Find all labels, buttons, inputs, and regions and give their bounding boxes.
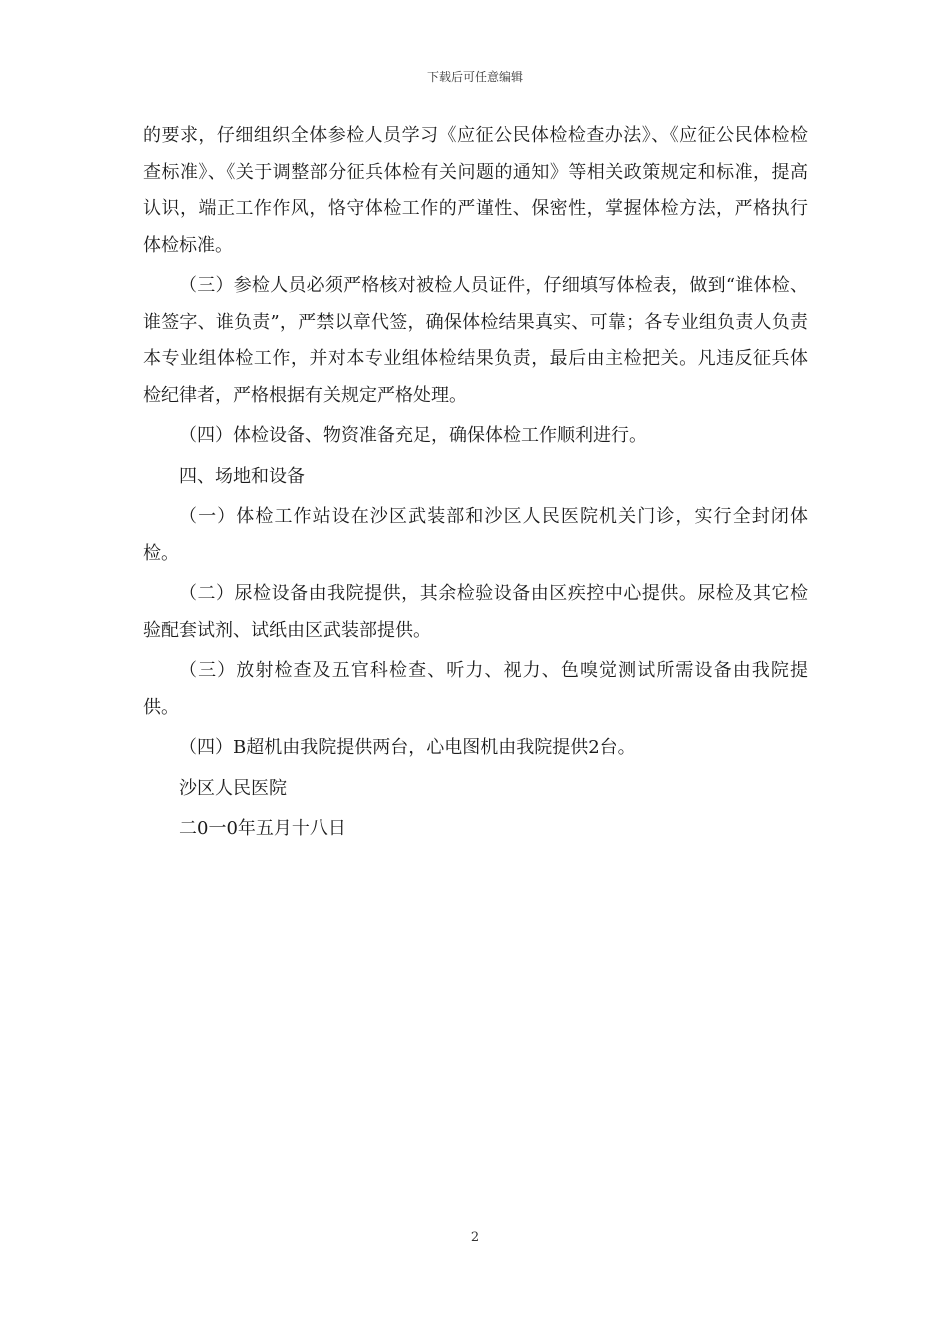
paragraph-item-4-equipment: （四）体检设备、物资准备充足，确保体检工作顺利进行。 [179,425,647,446]
signature-date: 二0一0年五月十八日 [179,818,346,839]
paragraph-venue-item-3: （三）放射检查及五官科检查、听力、视力、色嗅觉测试所需设备由我院提供。 [143,660,808,718]
paragraph-item-3-verification: （三）参检人员必须严格核对被检人员证件，仔细填写体检表，做到“谁体检、谁签字、谁负责”，严禁以章代签，确保体检结果真实、可靠；各专业组负责人负责本专业组体检工作，并对本专业组体检结果负责，最后由主检把关。凡违反征兵体检纪律者，严格根据有关规定严格处理。 [143,275,808,406]
page-number: 2 [470,1230,480,1245]
page-header: 下载后可任意编辑 [426,70,523,84]
document-body [143,118,808,852]
signature-organization: 沙区人民医院 [179,777,287,799]
paragraph-venue-item-2: （二）尿检设备由我院提供，其余检验设备由区疾控中心提供。尿检及其它检验配套试剂、试纸由区武装部提供。 [143,583,808,641]
paragraph-requirements: 的要求，仔细组织全体参检人员学习《应征公民体检检查办法》、《应征公民体检检查标准》、《关于调整部分征兵体检有关问题的通知》等相关政策规定和标准，提高认识，端正工作作风，恪守体检工作的严谨性、保密性，掌握体检方法，严格执行体检标准。 [143,125,808,256]
paragraph-venue-item-1: （一）体检工作站设在沙区武装部和沙区人民医院机关门诊，实行全封闭体检。 [143,506,808,564]
paragraph-venue-item-4: （四）B超机由我院提供两台，心电图机由我院提供2台。 [179,737,636,758]
section-heading-venue-equipment: 四、场地和设备 [179,465,305,487]
